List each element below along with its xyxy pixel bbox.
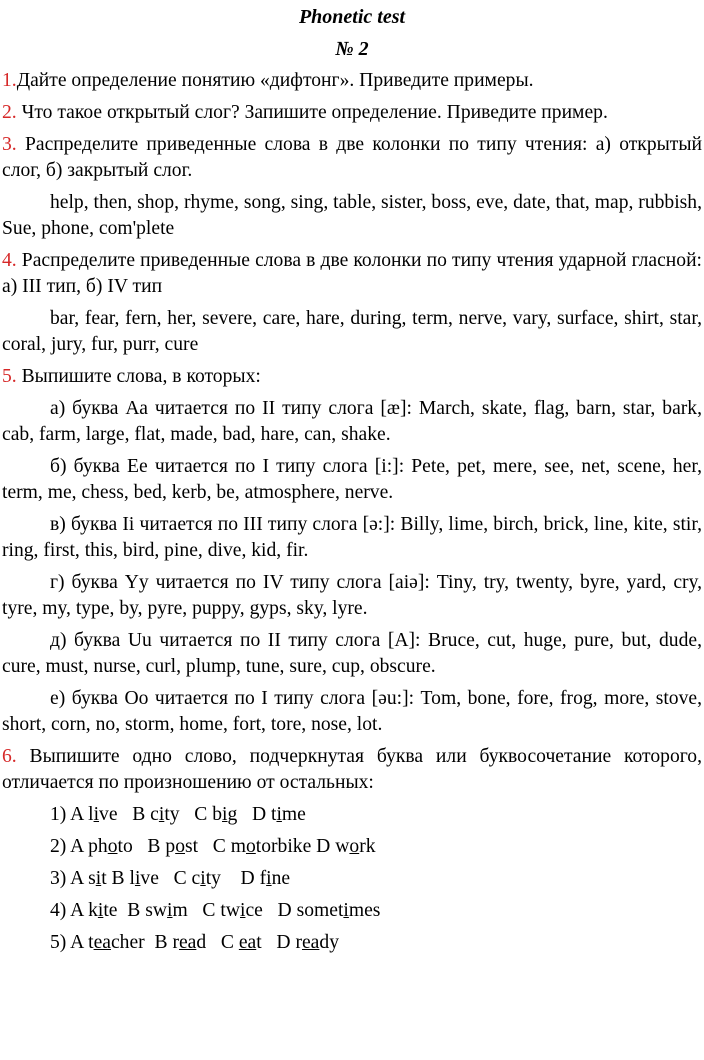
option-text: ve B c xyxy=(99,804,159,825)
sub-item-e: е) буква Oo читается по I типу слога [əu:]: Tom, bone, fore, frog, more, stove, short, corn, no, storm, home, fort, tore, nose, lot. xyxy=(2,688,702,735)
option-text: mes xyxy=(348,900,381,921)
question-text: Выпишите одно слово, подчеркнутая буква или буквосочетание которого, отличается по произношению от остальных: xyxy=(2,746,702,793)
sub-item-d: д) буква Uu читается по II типу слога [A]: Bruce, cut, huge, pure, but, dude, cure, must, nurse, curl, plump, tune, sure, cup, obscure. xyxy=(2,630,702,677)
question-number: 1. xyxy=(2,70,17,91)
option-line-3 xyxy=(50,866,702,892)
option-text: ce D somet xyxy=(245,900,344,921)
option-text: 1) A l xyxy=(50,804,94,825)
option-line-1 xyxy=(50,802,702,828)
underlined-letter: ea xyxy=(93,932,111,953)
option-text: dy xyxy=(319,932,339,953)
option-line-2 xyxy=(50,834,702,860)
question-6 xyxy=(2,744,702,796)
word-list-3: help, then, shop, rhyme, song, sing, table, sister, boss, eve, date, that, map, rubbish, Sue, phone, com'plete xyxy=(2,192,702,239)
underlined-letter: i xyxy=(134,868,141,889)
underlined-letter: i xyxy=(222,804,228,825)
underlined-letter: i xyxy=(276,804,282,825)
option-text: 4) A k xyxy=(50,900,98,921)
question-number: 3. xyxy=(2,134,17,155)
underlined-letter: o xyxy=(107,836,118,857)
option-text: d C xyxy=(196,932,239,953)
answer-options xyxy=(2,802,702,956)
underlined-letter: i xyxy=(93,804,100,825)
option-text: t B l xyxy=(101,868,135,889)
sub-item-a: а) буква Аа читается по II типу слога [æ]: March, skate, flag, barn, star, bark, cab, farm, large, flat, made, bad, hare, can, shake. xyxy=(2,398,702,445)
question-number: 2. xyxy=(2,102,17,123)
option-text: rk xyxy=(359,836,376,857)
option-text: g D t xyxy=(227,804,277,825)
option-text: m C tw xyxy=(172,900,240,921)
underlined-letter: ea xyxy=(238,932,257,953)
underlined-letter: i xyxy=(95,868,102,889)
question-4 xyxy=(2,248,702,300)
option-text: 2) A ph xyxy=(50,836,108,857)
option-text: ty C b xyxy=(164,804,223,825)
option-text: torbike D w xyxy=(255,836,350,857)
option-text: ty D f xyxy=(205,868,267,889)
option-text: me xyxy=(281,804,306,825)
test-number: № 2 xyxy=(335,38,369,60)
question-text: Распределите приведенные слова в две колонки по типу чтения: а) открытый слог, б) закрытый слог. xyxy=(2,134,702,181)
option-text: cher B r xyxy=(110,932,179,953)
option-text: te B sw xyxy=(103,900,168,921)
underlined-letter: i xyxy=(97,900,104,921)
underlined-letter: ea xyxy=(301,932,320,953)
question-text: Что такое открытый слог? Запишите определение. Приведите пример. xyxy=(16,102,608,123)
underlined-letter: o xyxy=(175,836,185,857)
question-text: Распределите приведенные слова в две колонки по типу чтения ударной гласной: а) III тип, б) IV тип xyxy=(2,250,702,297)
option-line-4 xyxy=(50,898,702,924)
underlined-letter: i xyxy=(167,900,173,921)
option-text: ne xyxy=(271,868,291,889)
underlined-letter: ea xyxy=(178,932,197,953)
option-line-5 xyxy=(50,930,702,956)
option-text: t D r xyxy=(256,932,302,953)
document-title: Phonetic test xyxy=(298,6,406,28)
question-1 xyxy=(2,68,702,94)
underlined-letter: i xyxy=(343,900,349,921)
underlined-letter: i xyxy=(266,868,272,889)
question-number: 4. xyxy=(2,250,17,271)
sub-item-b: б) буква Ee читается по I типу слога [i:]: Pete, pet, mere, see, net, scene, her, term, me, chess, bed, kerb, be, atmosphere, nerve. xyxy=(2,456,702,503)
word-list-4: bar, fear, fern, her, severe, care, hare, during, term, nerve, vary, surface, shirt, star, coral, jury, fur, purr, cure xyxy=(2,308,702,355)
option-text: 5) A t xyxy=(50,932,94,953)
underlined-letter: i xyxy=(240,900,246,921)
question-text: Выпишите слова, в которых: xyxy=(16,366,261,387)
question-5 xyxy=(2,364,702,390)
question-number: 5. xyxy=(2,366,17,387)
question-number: 6. xyxy=(2,746,17,767)
underlined-letter: o xyxy=(349,836,360,857)
question-3 xyxy=(2,132,702,184)
option-text: to B p xyxy=(117,836,176,857)
option-text: st C m xyxy=(185,836,246,857)
underlined-letter: i xyxy=(158,804,165,825)
sub-item-v: в) буква Ii читается по III типу слога [ə:]: Billy, lime, birch, brick, line, kite, stir, ring, first, this, bird, pine, dive, kid, fir. xyxy=(2,514,702,561)
option-text: 3) A s xyxy=(50,868,96,889)
sub-item-g: г) буква Yy читается по IV типу слога [aiə]: Tiny, try, twenty, byre, yard, cry, tyre, my, type, by, pyre, puppy, gyps, sky, lyre. xyxy=(2,572,702,619)
question-2 xyxy=(2,100,702,126)
underlined-letter: i xyxy=(200,868,206,889)
underlined-letter: o xyxy=(245,836,256,857)
question-text: Дайте определение понятию «дифтонг». Приведите примеры. xyxy=(16,70,534,91)
option-text: ve C c xyxy=(140,868,201,889)
